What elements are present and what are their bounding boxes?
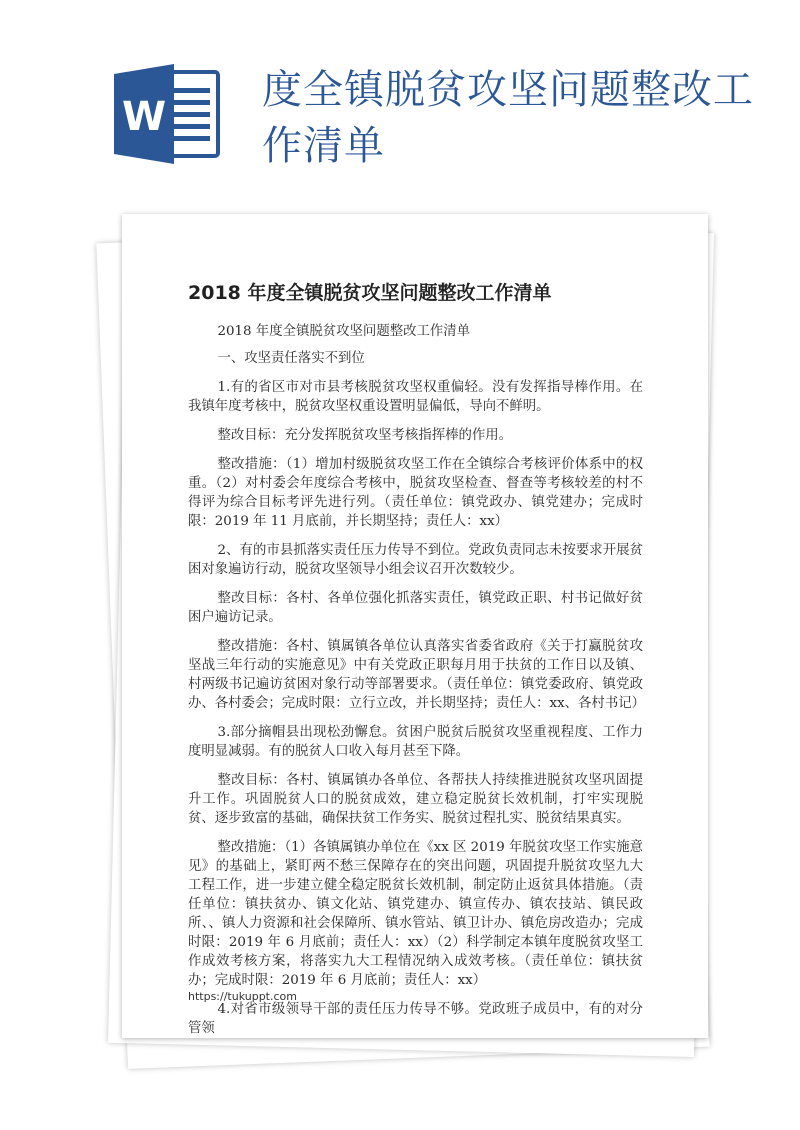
section-heading: 一、攻坚责任落实不到位 bbox=[217, 351, 365, 366]
paragraph: 整改目标：各村、镇属镇办各单位、各帮扶人持续推进脱贫攻坚巩固提升工作。巩固脱贫人口的脱贫成效，建立稳定脱贫长效机制，打牢实现脱贫、逐步致富的基础，确保扶贫工作务实、脱贫过程扎实、脱贫结果真实。 bbox=[188, 773, 643, 826]
page-header bbox=[0, 0, 800, 200]
word-document-icon bbox=[112, 64, 222, 164]
paragraph: 整改目标：充分发挥脱贫攻坚考核指挥棒的作用。 bbox=[217, 428, 513, 443]
footer-link[interactable]: https://tukuppt.com bbox=[188, 990, 297, 1003]
paragraph: 2018 年度全镇脱贫攻坚问题整改工作清单 bbox=[217, 324, 471, 339]
header-title: 度全镇脱贫攻坚问题整改工作清单 bbox=[262, 67, 754, 169]
svg-text:W: W bbox=[121, 94, 167, 140]
paragraph: 整改措施：各村、镇属镇各单位认真落实省委省政府《关于打赢脱贫攻坚战三年行动的实施意见》中有关党政正职每月用于扶贫的工作日以及镇、村两级书记遍访贫困对象行动等部署要求。（责任单位：镇党委政府、镇党政办、各村委会；完成时限：立行立改，并长期坚持；责任人：xx、各村书记） bbox=[188, 639, 645, 711]
paragraph: 整改措施：（1）增加村级脱贫攻坚工作在全镇综合考核评价体系中的权重。（2）对村委会年度综合考核中，脱贫攻坚检查、督查等考核较差的村不得评为综合目标考评先进行列。（责任单位：镇党政办、镇党建办；完成时限：2019 年 11 月底前，并长期坚持；责任人：xx） bbox=[188, 457, 643, 529]
paragraph: 1.有的省区市对市县考核脱贫攻坚权重偏轻。没有发挥指导棒作用。在我镇年度考核中，脱贫攻坚权重设置明显偏低，导向不鲜明。 bbox=[188, 380, 643, 414]
paragraph: 4.对省市级领导干部的责任压力传导不够。党政班子成员中，有的对分管领 bbox=[188, 1002, 643, 1036]
document-body bbox=[188, 322, 643, 1048]
paragraph: 3.部分摘帽县出现松劲懈怠。贫困户脱贫后脱贫攻坚重视程度、工作力度明显减弱。有的脱贫人口收入每月甚至下降。 bbox=[188, 725, 643, 759]
paragraph: 整改目标：各村、各单位强化抓落实责任，镇党政正职、村书记做好贫困户遍访记录。 bbox=[188, 591, 643, 625]
paragraph: 整改措施：（1）各镇属镇办单位在《xx 区 2019 年脱贫攻坚工作实施意见》的基础上，紧盯两不愁三保障存在的突出问题，巩固提升脱贫攻坚九大工程工作，进一步建立健全稳定脱贫长效机制，制定防止返贫具体措施。（责任单位：镇扶贫办、镇文化站、镇党建办、镇宣传办、镇农技站、镇民政所、、镇人力资源和社会保障所、镇水管站、镇卫计办、镇危房改造办；完成时限：2019 年 6 月底前；责任人：xx）（2）科学制定本镇年度脱贫攻坚工作成效考核方案，将落实九大工程情况纳入成效考核。（责任单位：镇扶贫办；完成时限：2019 年 6 月底前；责任人：xx） bbox=[188, 840, 643, 988]
paragraph: 2、有的市县抓落实责任压力传导不到位。党政负责同志未按要求开展贫困对象遍访行动，脱贫攻坚领导小组会议召开次数较少。 bbox=[188, 543, 643, 577]
document-title: 2018 年度全镇脱贫攻坚问题整改工作清单 bbox=[188, 282, 552, 304]
